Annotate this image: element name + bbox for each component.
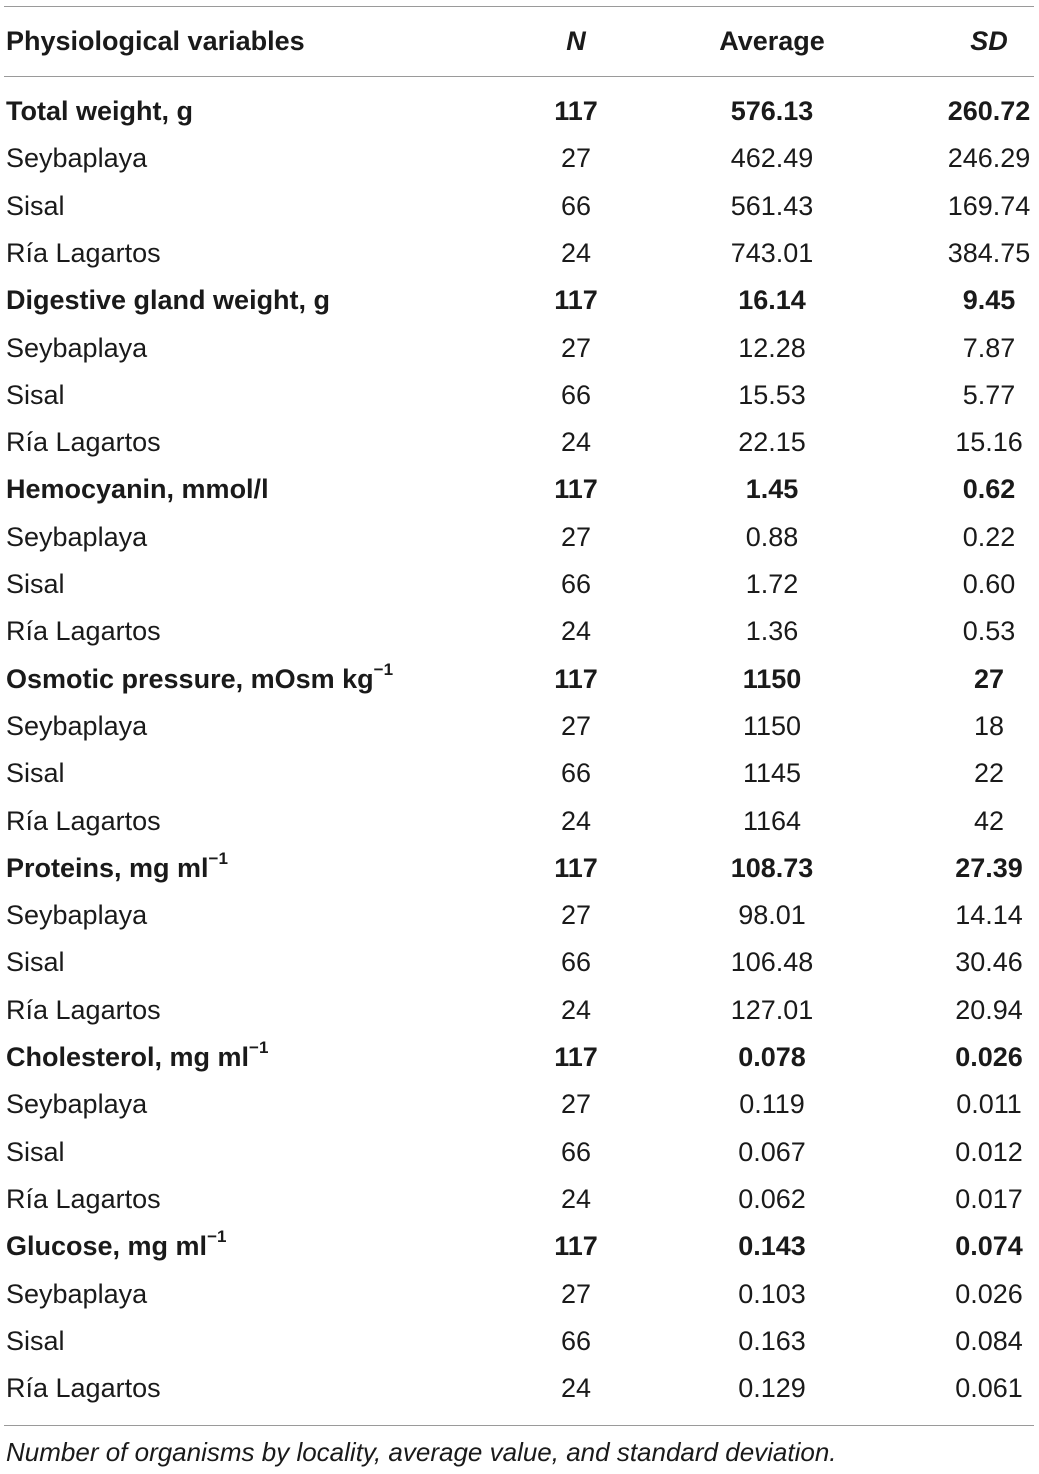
locality-name: Sisal: [6, 190, 65, 221]
variable-name: Total weight, g: [6, 96, 193, 126]
locality-average: 561.43: [730, 190, 814, 221]
locality-average: 12.28: [738, 332, 806, 363]
table-row: [0, 372, 1039, 419]
total-n: 117: [554, 474, 598, 505]
total-sd: 0.026: [955, 1042, 1023, 1072]
locality-sd: 0.53: [962, 616, 1016, 647]
table-row: [0, 1081, 1039, 1128]
locality-sd: 0.011: [956, 1089, 1022, 1120]
table-top-rule: [4, 6, 1034, 7]
locality-name: Ría Lagartos: [6, 994, 161, 1025]
unit-exponent: −1: [373, 659, 394, 679]
locality-average: 1164: [742, 805, 802, 836]
variable-name: Cholesterol, mg $ml^{-1}$: [6, 1038, 269, 1072]
locality-name: Sisal: [6, 1136, 65, 1167]
locality-average: 462.49: [730, 143, 814, 174]
locality-name: Seybaplaya: [6, 900, 148, 931]
header-variable: Physiological variables: [6, 26, 305, 56]
locality-name: Seybaplaya: [6, 710, 148, 741]
locality-average: 98.01: [738, 900, 806, 931]
table-row: [0, 135, 1039, 182]
locality-sd: 0.084: [955, 1325, 1023, 1356]
locality-n: 66: [560, 1325, 592, 1356]
locality-sd: 0.22: [962, 521, 1016, 552]
table-row: [0, 514, 1039, 561]
total-average: 16.14: [738, 285, 806, 316]
locality-name: Sisal: [6, 758, 65, 789]
table-row: [0, 561, 1039, 608]
locality-sd: 0.017: [955, 1183, 1023, 1214]
table-row: [0, 798, 1039, 845]
locality-average: 0.119: [739, 1089, 805, 1120]
table-caption: Number of organisms by locality, average value, and standard deviation.: [6, 1437, 837, 1467]
locality-sd: 7.87: [962, 332, 1016, 363]
locality-sd: 0.026: [955, 1278, 1023, 1309]
table-row-group: [0, 88, 1039, 135]
table-row-group: [0, 1223, 1039, 1270]
table-row: [0, 183, 1039, 230]
total-average: 576.13: [730, 96, 814, 126]
table-row-group: [0, 1034, 1039, 1081]
table-row: [0, 1271, 1039, 1318]
locality-average: 0.062: [738, 1183, 806, 1214]
table-row: [0, 987, 1039, 1034]
total-sd: 27.39: [955, 852, 1023, 883]
locality-average: 1.72: [745, 569, 799, 599]
locality-n: 27: [560, 143, 592, 174]
locality-n: 24: [560, 237, 592, 268]
locality-average: 127.01: [730, 994, 814, 1025]
total-sd: 0.62: [962, 474, 1016, 505]
total-n: 117: [554, 663, 598, 694]
variable-name: Osmotic pressure, mOsm $kg^{-1}$: [6, 659, 394, 694]
locality-n: 27: [560, 521, 592, 552]
unit-exponent: −1: [208, 848, 228, 868]
total-sd: 9.45: [962, 285, 1016, 316]
locality-name: Ría Lagartos: [6, 616, 161, 647]
locality-name: Ría Lagartos: [6, 237, 161, 268]
table-row-group: [0, 845, 1039, 892]
table-row: [0, 608, 1039, 655]
header-n: N: [566, 26, 586, 56]
locality-sd: 0.60: [962, 569, 1016, 599]
locality-average: 106.48: [730, 947, 814, 978]
locality-sd: 15.16: [955, 427, 1023, 458]
locality-average: 15.53: [738, 379, 806, 410]
total-sd: 27: [973, 663, 1005, 694]
locality-n: 27: [560, 1278, 592, 1309]
locality-n: 66: [560, 947, 592, 978]
locality-name: Ría Lagartos: [6, 1183, 161, 1214]
table-bottom-rule: [4, 1425, 1034, 1426]
total-average: 1.45: [745, 474, 799, 505]
locality-name: Sisal: [6, 947, 65, 978]
locality-average: 0.103: [738, 1278, 806, 1309]
locality-name: Seybaplaya: [6, 1278, 148, 1309]
locality-average: 1150: [742, 710, 802, 741]
table-row: [0, 750, 1039, 797]
locality-average: 743.01: [730, 237, 814, 268]
table-row-group: [0, 466, 1039, 513]
unit-exponent: −1: [207, 1227, 227, 1247]
table-header-rule: [4, 76, 1034, 77]
locality-average: 22.15: [738, 427, 806, 458]
locality-sd: 14.14: [955, 900, 1023, 931]
variable-name: Glucose, mg $ml^{-1}$: [6, 1227, 227, 1262]
total-n: 117: [554, 852, 598, 883]
locality-sd: 246.29: [947, 143, 1031, 174]
locality-n: 66: [560, 1136, 592, 1167]
table-row: [0, 939, 1039, 986]
table-row: [0, 230, 1039, 277]
locality-sd: 20.94: [955, 994, 1023, 1025]
table-row-group: [0, 277, 1039, 324]
locality-n: 66: [560, 569, 592, 599]
locality-sd: 384.75: [947, 237, 1031, 268]
locality-average: 0.88: [745, 521, 799, 552]
locality-n: 27: [560, 900, 592, 931]
locality-name: Seybaplaya: [6, 521, 148, 552]
locality-name: Seybaplaya: [6, 1089, 148, 1120]
locality-n: 24: [560, 1373, 592, 1404]
total-sd: 260.72: [947, 96, 1031, 126]
locality-name: Ría Lagartos: [6, 427, 161, 458]
total-average: 1150: [742, 663, 802, 694]
total-n: 117: [554, 1231, 598, 1262]
locality-sd: 5.77: [962, 379, 1016, 410]
table-row: [0, 325, 1039, 372]
locality-sd: 18: [973, 710, 1005, 741]
locality-name: Sisal: [6, 569, 65, 599]
total-n: 117: [554, 1042, 598, 1072]
locality-average: 1.36: [745, 616, 799, 647]
locality-name: Seybaplaya: [6, 332, 148, 363]
table-row: [0, 1129, 1039, 1176]
locality-n: 24: [560, 1183, 592, 1214]
total-average: 0.143: [738, 1231, 806, 1262]
locality-name: Seybaplaya: [6, 143, 148, 174]
locality-n: 24: [560, 805, 592, 836]
locality-sd: 42: [973, 805, 1005, 836]
locality-name: Sisal: [6, 1325, 65, 1356]
variable-name: Hemocyanin, mmol/l: [6, 474, 269, 505]
table-row: [0, 1365, 1039, 1412]
locality-average: 1145: [742, 758, 802, 789]
table-row: [0, 419, 1039, 466]
table-row: [0, 703, 1039, 750]
table-row: [0, 1318, 1039, 1365]
locality-n: 27: [560, 1089, 592, 1120]
locality-average: 0.067: [738, 1136, 806, 1167]
total-n: 117: [554, 96, 598, 126]
table-row: [0, 892, 1039, 939]
locality-sd: 0.061: [955, 1373, 1023, 1404]
header-average: Average: [719, 26, 825, 56]
table-row-group: [0, 656, 1039, 703]
locality-average: 0.163: [738, 1325, 806, 1356]
locality-name: Ría Lagartos: [6, 1373, 161, 1404]
locality-n: 27: [560, 332, 592, 363]
locality-n: 24: [560, 427, 592, 458]
locality-n: 66: [560, 379, 592, 410]
locality-n: 24: [560, 616, 592, 647]
total-sd: 0.074: [955, 1231, 1023, 1262]
locality-sd: 22: [973, 758, 1005, 789]
table-header-row: [0, 18, 1039, 65]
locality-n: 66: [560, 758, 592, 789]
variable-name: Digestive gland weight, g: [6, 285, 331, 316]
locality-n: 27: [560, 710, 592, 741]
locality-sd: 169.74: [947, 190, 1031, 221]
table-row: [0, 1176, 1039, 1223]
unit-exponent: −1: [249, 1038, 269, 1057]
total-n: 117: [554, 285, 598, 316]
header-sd: SD: [970, 26, 1008, 56]
locality-average: 0.129: [738, 1373, 806, 1404]
locality-n: 66: [560, 190, 592, 221]
total-average: 108.73: [730, 852, 814, 883]
locality-sd: 0.012: [955, 1136, 1023, 1167]
variable-name: Proteins, mg $ml^{-1}$: [6, 848, 228, 883]
locality-name: Sisal: [6, 379, 65, 410]
locality-name: Ría Lagartos: [6, 805, 161, 836]
locality-sd: 30.46: [955, 947, 1023, 978]
total-average: 0.078: [738, 1042, 806, 1072]
locality-n: 24: [560, 994, 592, 1025]
